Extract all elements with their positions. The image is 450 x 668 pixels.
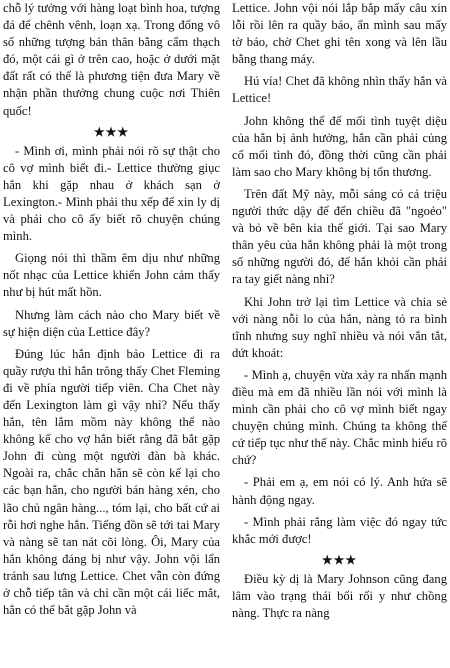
paragraph: Nhưng làm cách nào cho Mary biết về sự hiện diện của Lettice đây? [3,307,220,339]
paragraph: Hú vía! Chet đã không nhìn thấy hắn và Lettice! [232,74,447,106]
paragraph: - Mình ạ, chuyện vừa xảy ra nhấn mạnh điều mà em đã nhiều lần nói với mình là mình cần phải cho cô vợ mình biết ngay chuyện chúng mình. Chúng ta không thể cứ tiếp tục như thế này. Chắc mình hiểu rõ chứ? [232,367,447,468]
section-break-stars: ★★★ [321,552,358,567]
section-break-stars: ★★★ [93,124,130,139]
left-column [3,0,220,668]
paragraph: Trên đất Mỹ này, mỗi sáng có cả triệu người thức dậy để đến chiều đã "ngoẻo" và bỏ về bên kia thế giới. Tại sao Mary thân yêu của hắn không phải là một trong số những người đó, để hắn khỏi cần phải ra tay giết nàng nhỉ? [232,186,447,287]
paragraph: Điều kỳ dị là Mary Johnson cũng đang lâm vào trạng thái bối rối y như chồng nàng. Thực ra nàng [232,571,447,620]
paragraph: - Mình phải rắng làm việc đó ngay tức khắc mới được! [232,514,447,546]
paragraph: Đúng lúc hắn định bảo Lettice đi ra quầy rượu thì hắn trông thấy Chet Fleming đi về phía người tiếp viên. Cha Chet này đến Lexington làm gì vậy nhỉ? Nếu thấy hắn, tên lắm mồm này không thể nào không kể cho vợ hắn biết rằng đã bắt gặp John đi cùng một người đàn bà khác. Ngoài ra, chắc chắn hắn sẽ còn kể lại cho các bạn hắn, cho người bán hàng xén, cho lão chủ ngân hàng..., tóm lại, cho bất cứ ai rỗi hơi nghe hắn. Tiếng đồn sẽ tới tai Mary và nàng sẽ tan nát cõi lòng. Ôi, Mary của hắn không đáng bị như vậy. John vội lẩn tránh sau lưng Lettice. Chet vẫn còn đứng ở chỗ tiếp tân và chỉ cần một cái liếc mắt, hắn có thể bắt gặp John và [3,346,220,618]
paragraph: Giọng nói thì thầm êm dịu như những nốt nhạc của Lettice khiến John cảm thấy như bị hút mất hồn. [3,251,220,300]
paragraph: chỗ lý tưởng với hàng loạt bình hoa, tượng đá để chênh vênh, loạn xạ. Trong đống vô số những tượng bán thân bằng cẩm thạch đó, một cái gì ở trên cao, hoặc ở dưới mặt đất rất có thể là phương tiện đưa Mary về nhận phần thưởng chung cuộc nơi Thiên quốc! [3,1,220,118]
paragraph: John không thể để mối tình tuyệt diệu của hắn bị ảnh hưởng, hắn cần phải củng cố mối tình đó, đồng thời cũng cần phải làm sao cho Mary không bị tổn thương. [232,113,447,179]
paragraph: - Phải em ạ, em nói có lý. Anh hứa sẽ hành động ngay. [232,475,447,507]
right-column [232,0,447,668]
paragraph: Khi John trở lại tìm Lettice và chia sẻ với nàng nỗi lo của hắn, nàng tỏ ra bình tĩnh nhưng suy nghĩ nhiều và nói vắn tắt, dứt khoát: [232,294,447,360]
paragraph: - Mình ơi, mình phải nói rõ sự thật cho cô vợ mình biết đi.- Lettice thường giục hắn khi gặp nhau ở khách sạn ở Lexington.- Mình phải thu xếp để xin ly dị và phải cho cô ấy biết rõ chuyện chúng mình. [3,143,220,244]
paragraph: Lettice. John vội nói lắp bắp mấy câu xin lỗi rồi lên ra quầy báo, ẩn mình sau mấy tờ báo, chờ Chet ghi tên xong và lên lầu bằng thang máy. [232,1,447,67]
